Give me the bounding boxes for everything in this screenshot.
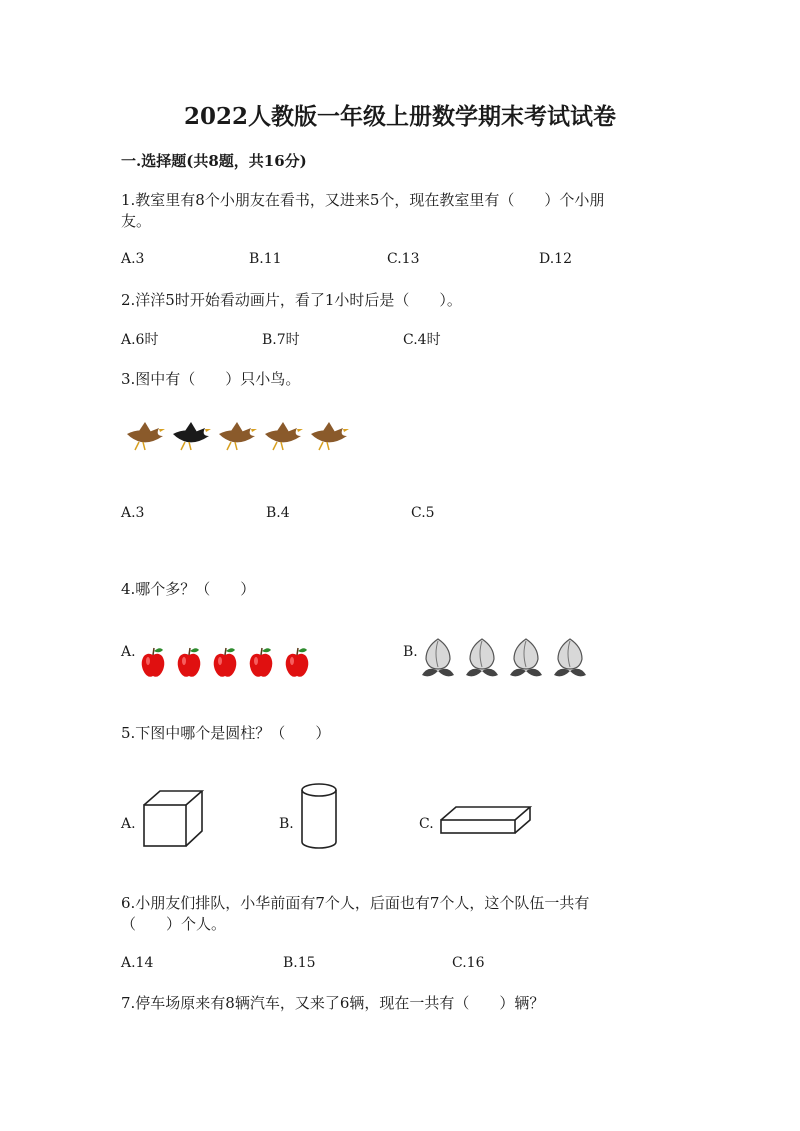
apple-icon	[250, 648, 273, 677]
q5-option-a: A.	[121, 816, 136, 832]
q1-option-b: B.11	[249, 251, 282, 267]
section-heading: 一.选择题(共8题，共16分)	[121, 152, 307, 170]
question-2-text: 2.洋洋5时开始看动画片，看了1小时后是（ ）。	[121, 291, 462, 309]
peach-icon	[510, 639, 542, 676]
page-title: 2022人教版一年级上册数学期末考试试卷	[183, 103, 616, 130]
question-1-text: 1.教室里有8个小朋友在看书，又进来5个，现在教室里有（ ）个小朋	[121, 191, 605, 209]
peach-icon	[466, 639, 498, 676]
q2-option-c: C.4时	[403, 332, 441, 348]
question-3-text: 3.图中有（ ）只小鸟。	[121, 370, 301, 388]
q5-option-b: B.	[279, 816, 294, 832]
peach-icon	[554, 639, 586, 676]
apple-icon	[178, 648, 201, 677]
q3-option-b: B.4	[266, 505, 290, 521]
q1-option-d: D.12	[539, 251, 572, 267]
question-5-text: 5.下图中哪个是圆柱？（ ）	[121, 724, 331, 742]
q3-option-a: A.3	[121, 505, 145, 521]
q6-option-c: C.16	[452, 955, 485, 971]
q1-option-c: C.13	[387, 251, 420, 267]
apple-icon	[214, 648, 237, 677]
peach-icon	[422, 639, 454, 676]
q2-option-b: B.7时	[262, 332, 300, 348]
apples-image	[140, 646, 315, 682]
apple-icon	[286, 648, 309, 677]
q2-option-a: A.6时	[121, 332, 159, 348]
cylinder-shape	[300, 782, 340, 852]
q5-option-c: C.	[419, 816, 434, 832]
q1-option-a: A.3	[121, 251, 145, 267]
question-7-text: 7.停车场原来有8辆汽车，又来了6辆，现在一共有（ ）辆？	[121, 994, 545, 1012]
question-4-text: 4.哪个多？（ ）	[121, 580, 256, 598]
question-6-text: 6.小朋友们排队，小华前面有7个人，后面也有7个人，这个队伍一共有	[121, 894, 590, 912]
question-1-text-cont: 友。	[121, 212, 152, 230]
bird-icon	[173, 422, 211, 450]
apple-icon	[142, 648, 165, 677]
q3-option-c: C.5	[411, 505, 435, 521]
bird-icon	[127, 422, 165, 450]
bird-icon	[265, 422, 303, 450]
q6-option-a: A.14	[121, 955, 154, 971]
question-6-text-cont: （ ）个人。	[121, 915, 227, 933]
q4-option-b: B.	[403, 644, 418, 660]
bird-icon	[219, 422, 257, 450]
birds-image	[125, 420, 360, 460]
cube-shape	[143, 790, 205, 848]
q4-option-a: A.	[121, 644, 136, 660]
bird-icon	[311, 422, 349, 450]
q6-option-b: B.15	[283, 955, 316, 971]
cuboid-shape	[440, 806, 532, 836]
peaches-image	[420, 635, 595, 680]
